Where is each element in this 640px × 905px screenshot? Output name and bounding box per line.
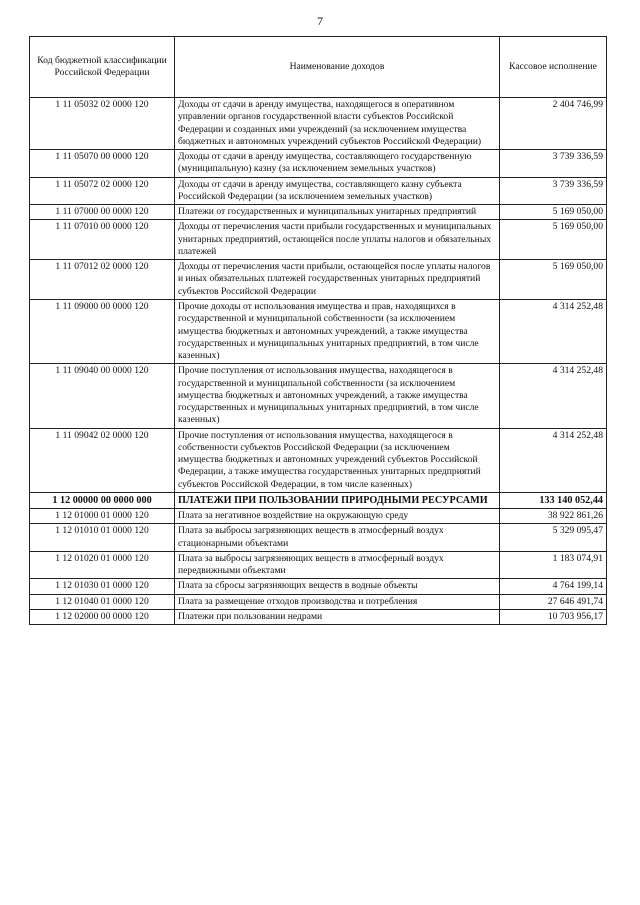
row-amount: 5 169 050,00 <box>500 260 607 300</box>
table-row <box>30 364 607 428</box>
row-name: Плата за сбросы загрязняющих веществ в водные объекты <box>175 579 500 594</box>
table-row <box>30 98 607 150</box>
row-amount: 3 739 336,59 <box>500 150 607 178</box>
table-row <box>30 509 607 524</box>
revenue-table <box>29 36 607 625</box>
row-name: Доходы от перечисления части прибыли, остающейся после уплаты налогов и иных обязательных платежей государственных унитарных предприятий субъектов Российской Федерации <box>175 260 500 300</box>
row-amount: 4 764 199,14 <box>500 579 607 594</box>
row-code: 1 11 09042 02 0000 120 <box>30 428 175 492</box>
row-code: 1 11 09000 00 0000 120 <box>30 299 175 363</box>
header-name: Наименование доходов <box>175 37 500 98</box>
row-amount: 5 169 050,00 <box>500 220 607 260</box>
row-code: 1 11 07000 00 0000 120 <box>30 205 175 220</box>
row-code: 1 11 09040 00 0000 120 <box>30 364 175 428</box>
row-amount: 4 314 252,48 <box>500 428 607 492</box>
row-amount: 1 183 074,91 <box>500 551 607 579</box>
row-amount: 5 169 050,00 <box>500 205 607 220</box>
table-row <box>30 551 607 579</box>
header-amount: Кассовое исполнение <box>500 37 607 98</box>
row-name: Плата за выбросы загрязняющих веществ в атмосферный воздух передвижными объектами <box>175 551 500 579</box>
table-header-row <box>30 37 607 98</box>
table-row <box>30 150 607 178</box>
row-name: Доходы от сдачи в аренду имущества, находящегося в оперативном управлении органов государственной власти субъектов Российской Федерации и созданных ими учреждений (за исключением имущества бюджетных и автономных учреждений субъектов Российской Федерации) <box>175 98 500 150</box>
row-name: Доходы от сдачи в аренду имущества, составляющего казну субъекта Российской Федерации (за исключением земельных участков) <box>175 177 500 205</box>
table-row <box>30 428 607 492</box>
row-amount: 133 140 052,44 <box>500 492 607 508</box>
table-row <box>30 524 607 552</box>
table-row <box>30 609 607 624</box>
row-code: 1 11 07012 02 0000 120 <box>30 260 175 300</box>
table-row <box>30 260 607 300</box>
table-row <box>30 492 607 508</box>
row-amount: 27 646 491,74 <box>500 594 607 609</box>
row-name: Прочие доходы от использования имущества и прав, находящихся в государственной и муниципальной собственности (за исключением имущества бюджетных и автономных учреждений, а также имущества государственных и муниципальных унитарных предприятий, в том числе казенных) <box>175 299 500 363</box>
table-row <box>30 177 607 205</box>
row-name: Платежи при пользовании недрами <box>175 609 500 624</box>
row-amount: 4 314 252,48 <box>500 364 607 428</box>
row-code: 1 12 01010 01 0000 120 <box>30 524 175 552</box>
row-name: Плата за размещение отходов производства и потребления <box>175 594 500 609</box>
row-amount: 38 922 861,26 <box>500 509 607 524</box>
table-row <box>30 220 607 260</box>
row-name: Доходы от сдачи в аренду имущества, составляющего государственную (муниципальную) казну (за исключением земельных участков) <box>175 150 500 178</box>
row-amount: 10 703 956,17 <box>500 609 607 624</box>
row-amount: 5 329 095,47 <box>500 524 607 552</box>
row-code: 1 12 02000 00 0000 120 <box>30 609 175 624</box>
row-code: 1 12 01020 01 0000 120 <box>30 551 175 579</box>
row-name: Платежи от государственных и муниципальных унитарных предприятий <box>175 205 500 220</box>
row-amount: 2 404 746,99 <box>500 98 607 150</box>
table-row <box>30 299 607 363</box>
row-name: ПЛАТЕЖИ ПРИ ПОЛЬЗОВАНИИ ПРИРОДНЫМИ РЕСУРСАМИ <box>175 492 500 508</box>
table-row <box>30 205 607 220</box>
row-name: Плата за негативное воздействие на окружающую среду <box>175 509 500 524</box>
row-code: 1 12 00000 00 0000 000 <box>30 492 175 508</box>
row-name: Плата за выбросы загрязняющих веществ в атмосферный воздух стационарными объектами <box>175 524 500 552</box>
row-code: 1 12 01040 01 0000 120 <box>30 594 175 609</box>
table-body <box>30 98 607 625</box>
header-code: Код бюджетной классификации Российской Федерации <box>30 37 175 98</box>
row-amount: 3 739 336,59 <box>500 177 607 205</box>
row-code: 1 11 05032 02 0000 120 <box>30 98 175 150</box>
table-row <box>30 594 607 609</box>
row-name: Прочие поступления от использования имущества, находящегося в собственности субъектов Российской Федерации (за исключением имущества бюджетных и автономных учреждений субъектов Российской Федерации, а также имущества государственных унитарных предприятий субъектов Российской Федерации, в том числе казенных) <box>175 428 500 492</box>
row-amount: 4 314 252,48 <box>500 299 607 363</box>
row-name: Доходы от перечисления части прибыли государственных и муниципальных унитарных предприятий, остающейся после уплаты налогов и обязательных платежей <box>175 220 500 260</box>
row-code: 1 12 01030 01 0000 120 <box>30 579 175 594</box>
row-name: Прочие поступления от использования имущества, находящегося в государственной и муниципальной собственности (за исключением имущества бюджетных и автономных учреждений, а также имущества государственных и муниципальных унитарных предприятий, в том числе казенных) <box>175 364 500 428</box>
row-code: 1 12 01000 01 0000 120 <box>30 509 175 524</box>
row-code: 1 11 05072 02 0000 120 <box>30 177 175 205</box>
page-number: 7 <box>317 14 323 28</box>
table-row <box>30 579 607 594</box>
row-code: 1 11 05070 00 0000 120 <box>30 150 175 178</box>
row-code: 1 11 07010 00 0000 120 <box>30 220 175 260</box>
